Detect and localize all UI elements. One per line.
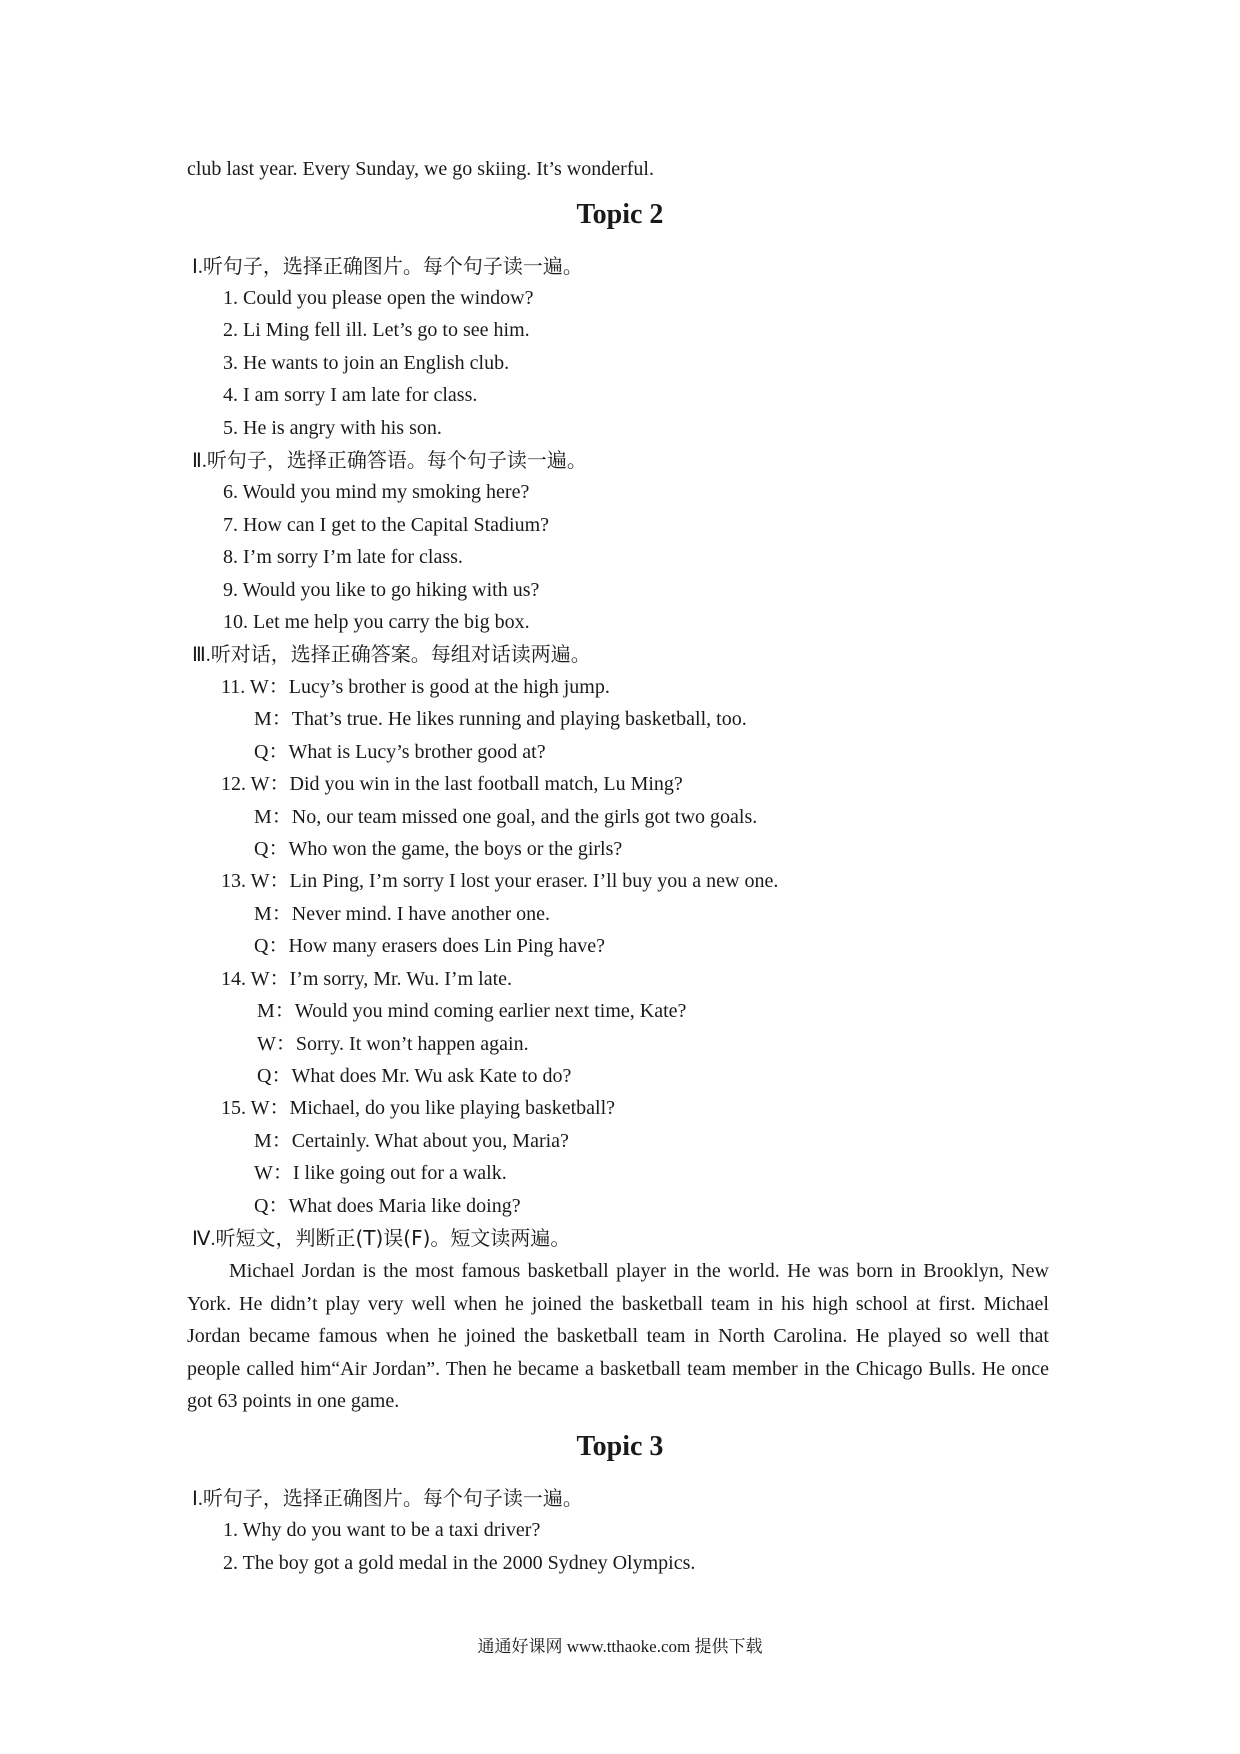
topic2-title: Topic 2 bbox=[576, 199, 664, 230]
dialog-line: Q：What is Lucy’s brother good at? bbox=[254, 741, 546, 763]
topic2-section-1-header bbox=[192, 254, 583, 279]
dialog-line: M：No, our team missed one goal, and the girls got two goals. bbox=[254, 806, 758, 828]
dialog-line: W：Sorry. It won’t happen again. bbox=[257, 1033, 529, 1055]
section-instruction: 听句子，选择正确图片。每个句子读一遍。 bbox=[202, 1486, 583, 1510]
list-item: 10. Let me help you carry the big box. bbox=[223, 611, 530, 633]
section-instruction: 听句子，选择正确图片。每个句子读一遍。 bbox=[202, 254, 583, 278]
dialog-line: 12. W：Did you win in the last football match, Lu Ming? bbox=[221, 773, 683, 795]
topic2-section-2-header bbox=[192, 448, 587, 473]
section-number: Ⅳ. bbox=[192, 1228, 216, 1250]
dialog-line: M：That’s true. He likes running and playing basketball, too. bbox=[254, 708, 747, 730]
dialog-line: M：Certainly. What about you, Maria? bbox=[254, 1130, 569, 1152]
list-item: 6. Would you mind my smoking here? bbox=[223, 481, 530, 503]
topic2-section-3-header bbox=[192, 642, 591, 667]
dialog-line: Q：What does Mr. Wu ask Kate to do? bbox=[257, 1065, 572, 1087]
dialog-line: Q：Who won the game, the boys or the girls? bbox=[254, 838, 623, 860]
section-number: Ⅰ. bbox=[192, 1488, 203, 1510]
section-number: Ⅲ. bbox=[192, 644, 211, 666]
intro-line: club last year. Every Sunday, we go skiing. It’s wonderful. bbox=[187, 158, 654, 180]
section-instruction: 听对话，选择正确答案。每组对话读两遍。 bbox=[210, 642, 591, 666]
list-item: 7. How can I get to the Capital Stadium? bbox=[223, 514, 550, 536]
section-number: Ⅰ. bbox=[192, 256, 203, 278]
list-item: 5. He is angry with his son. bbox=[223, 417, 442, 439]
dialog-line: Q：How many erasers does Lin Ping have? bbox=[254, 935, 606, 957]
dialog-line: Q：What does Maria like doing? bbox=[254, 1195, 521, 1217]
page-footer: 通通好课网 www.tthaoke.com 提供下载 bbox=[477, 1637, 763, 1656]
topic3-title: Topic 3 bbox=[576, 1431, 664, 1462]
list-item: 2. The boy got a gold medal in the 2000 Sydney Olympics. bbox=[223, 1552, 696, 1574]
dialog-line: 14. W：I’m sorry, Mr. Wu. I’m late. bbox=[221, 968, 513, 990]
dialog-line: M：Never mind. I have another one. bbox=[254, 903, 551, 925]
list-item: 4. I am sorry I am late for class. bbox=[223, 384, 478, 406]
dialog-line: 11. W：Lucy’s brother is good at the high jump. bbox=[221, 676, 610, 698]
list-item: 9. Would you like to go hiking with us? bbox=[223, 579, 540, 601]
list-item: 2. Li Ming fell ill. Let’s go to see him. bbox=[223, 319, 530, 341]
dialog-line: 15. W：Michael, do you like playing basketball? bbox=[221, 1097, 615, 1119]
list-item: 1. Why do you want to be a taxi driver? bbox=[223, 1519, 541, 1541]
dialog-line: 13. W：Lin Ping, I’m sorry I lost your eraser. I’ll buy you a new one. bbox=[221, 870, 779, 892]
dialog-line: M：Would you mind coming earlier next time, Kate? bbox=[257, 1000, 687, 1022]
list-item: 3. He wants to join an English club. bbox=[223, 352, 510, 374]
dialog-line: W：I like going out for a walk. bbox=[254, 1162, 507, 1184]
topic3-section-1-header bbox=[192, 1486, 583, 1511]
list-item: 8. I’m sorry I’m late for class. bbox=[223, 546, 463, 568]
section-instruction: 听句子，选择正确答语。每个句子读一遍。 bbox=[206, 448, 587, 472]
section-number: Ⅱ. bbox=[192, 450, 207, 472]
passage: Michael Jordan is the most famous basketball player in the world. He was born in Brooklyn, New York. He didn’t play very well when he joined the basketball team in his high school at first. Michael Jordan became famous when he joined the basketball team in North Carolina. He played so well that people called him“Air Jordan”. Then he became a basketball team member in the Chicago Bulls. He once got 63 points in one game. bbox=[187, 1260, 1049, 1413]
topic2-section-4-header bbox=[192, 1226, 570, 1251]
section-instruction: 听短文，判断正(T)误(F)。短文读两遍。 bbox=[215, 1226, 571, 1250]
list-item: 1. Could you please open the window? bbox=[223, 287, 534, 309]
